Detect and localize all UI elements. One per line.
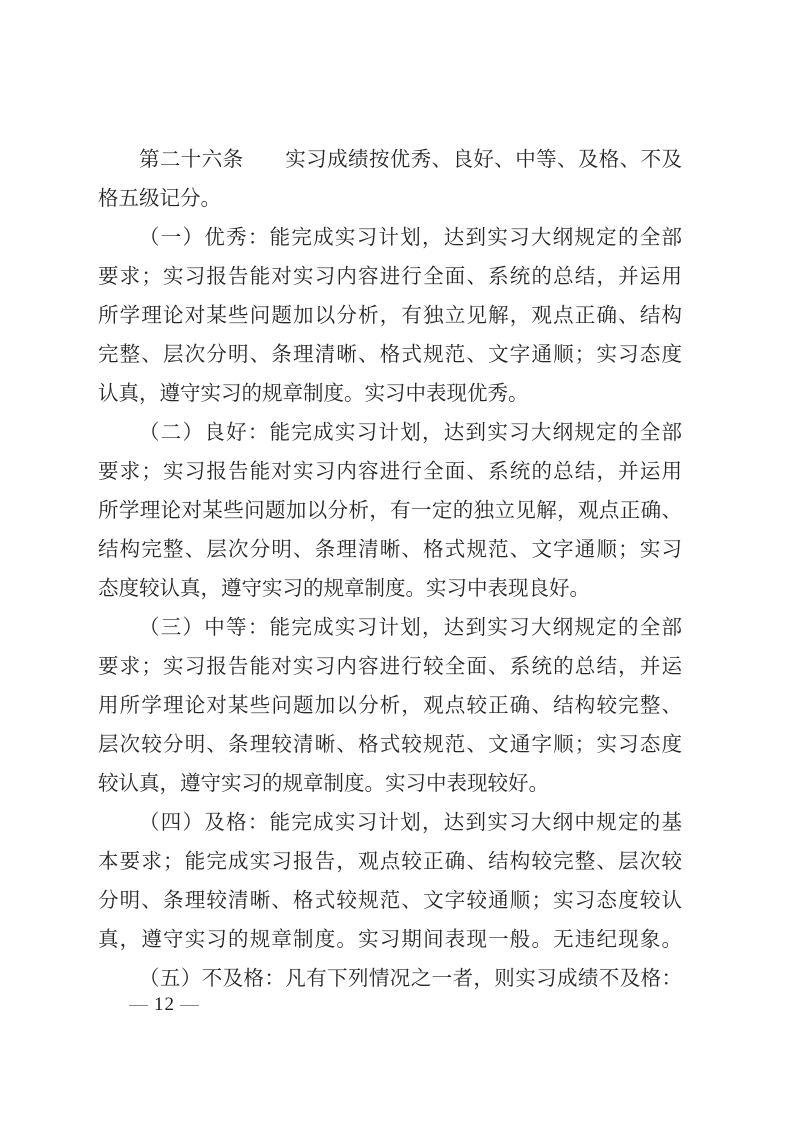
text-line: 所学理论对某些问题加以分析，有一定的独立见解，观点正确、 [98,500,682,522]
page-number-left-dash: — [129,994,149,1015]
text-line: 格五级记分。 [98,188,221,210]
paragraph-grade-pass [98,804,682,960]
page-number-right-dash: — [180,994,200,1015]
text-line: 较认真，遵守实习的规章制度。实习中表现较好。 [98,773,549,795]
text-line: 完整、层次分明、条理清晰、格式规范、文字通顺；实习态度 [98,344,682,366]
text-line: 本要求；能完成实习报告，观点较正确、结构较完整、层次较 [98,851,682,873]
text-line: （二）良好：能完成实习计划，达到实习大纲规定的全部 [139,422,682,444]
text-line: （一）优秀：能完成实习计划，达到实习大纲规定的全部 [139,227,682,249]
page-number-value: 12 [154,994,175,1015]
text-line: 所学理论对某些问题加以分析，有独立见解，观点正确、结构 [98,305,682,327]
text-line: 真，遵守实习的规章制度。实习期间表现一般。无违纪现象。 [98,929,682,951]
text-line: 要求；实习报告能对实习内容进行全面、系统的总结，并运用 [98,266,682,288]
text-line: 态度较认真，遵守实习的规章制度。实习中表现良好。 [98,578,590,600]
paragraph-grade-excellent [98,219,682,414]
paragraph-article-heading [98,141,682,219]
text-line: 认真，遵守实习的规章制度。实习中表现优秀。 [98,383,529,405]
text-line: 要求；实习报告能对实习内容进行较全面、系统的总结，并运 [98,656,682,678]
page-number [124,992,205,1018]
text-line: 层次较分明、条理较清晰、格式较规范、文通字顺；实习态度 [98,734,682,756]
text-line: 第二十六条 实习成绩按优秀、良好、中等、及格、不及 [139,149,682,171]
text-line: 要求；实习报告能对实习内容进行全面、系统的总结，并运用 [98,461,682,483]
text-line: 结构完整、层次分明、条理清晰、格式规范、文字通顺；实习 [98,539,682,561]
text-line: （三）中等：能完成实习计划，达到实习大纲规定的全部 [139,617,682,639]
paragraph-grade-good [98,414,682,609]
text-line: （四）及格：能完成实习计划，达到实习大纲中规定的基 [139,812,682,834]
text-line: （五）不及格：凡有下列情况之一者，则实习成绩不及格： [139,968,682,990]
text-line: 用所学理论对某些问题加以分析，观点较正确、结构较完整、 [98,695,682,717]
article-text-block [98,141,682,999]
text-line: 分明、条理较清晰、格式较规范、文字较通顺；实习态度较认 [98,890,682,912]
paragraph-grade-medium [98,609,682,804]
